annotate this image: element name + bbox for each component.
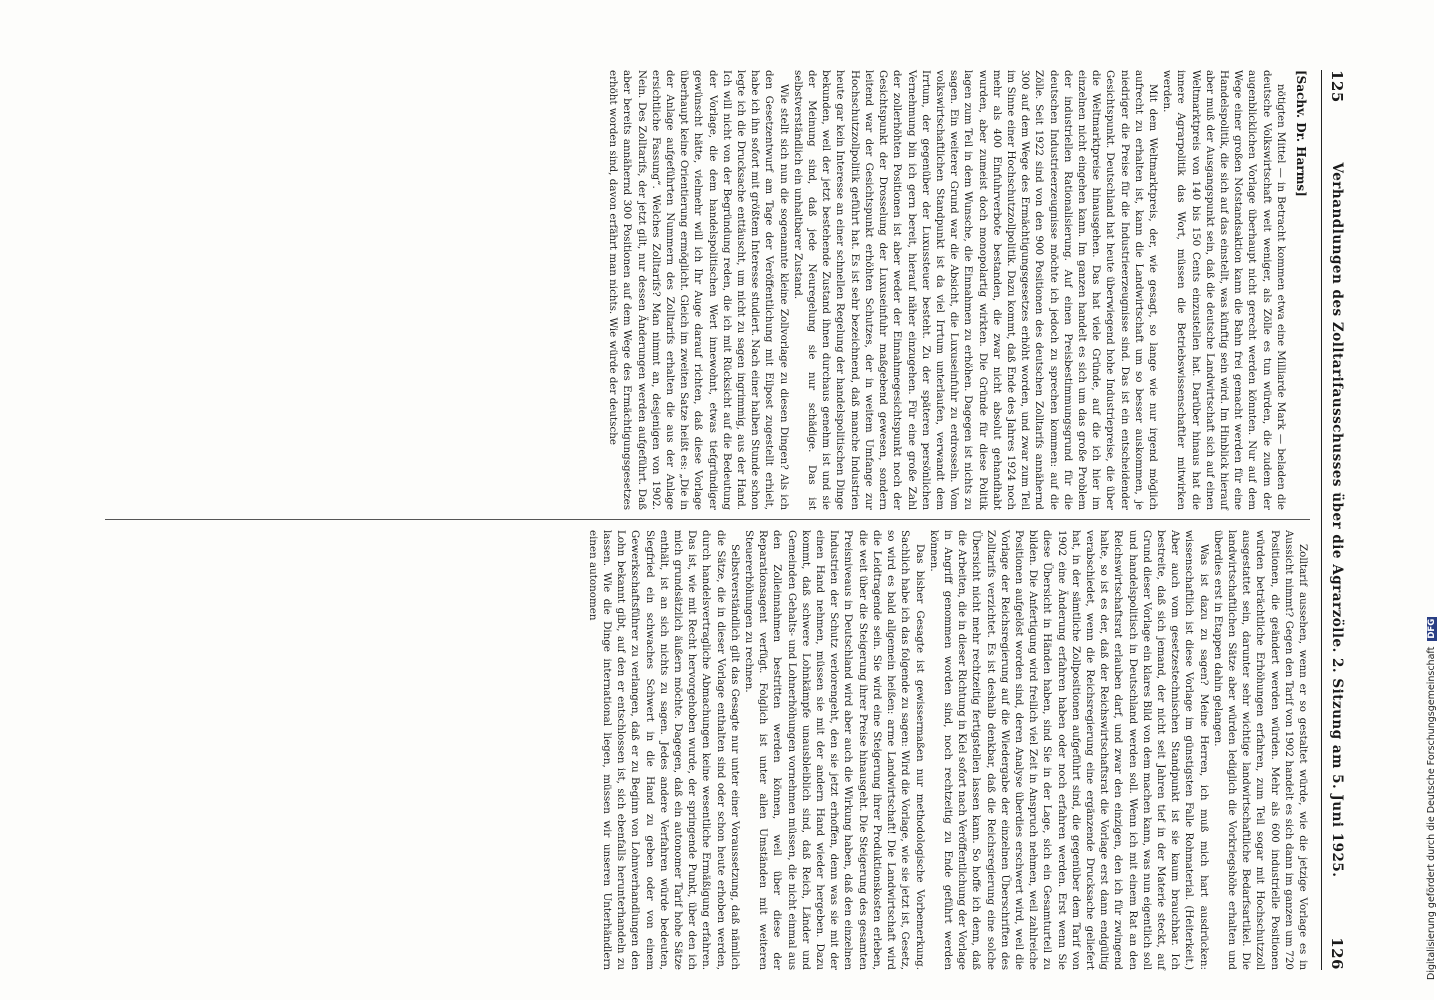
speaker-label: [Sachv. Dr. Harms] [1294, 70, 1308, 197]
paragraph: nötigten Mittel — in Betracht kommen etwa eine Milliarde Mark — beladen die deutsche Volkswirtschaft weit weniger, als Zölle es tun würden, die zudem der augenblicklichen Vorlage überhaupt nicht gerecht werden könnten. Nur auf dem Wege einer großen Notstandsaktion kann die Bahn frei gemacht werden für eine Handelspolitik, die sich auf das einstellt, was künftig sein wird. Im Hinblick hierauf aber muß der Ausgangspunkt sein, daß die deutsche Landwirtschaft sich auf einen Weltmarktpreis von 140 bis 150 Cents einzustellen hat. Darüber hinaus hat die innere Agrarpolitik das Wort, müssen die Betriebswissenschaftler mitwirken werden. [1161, 70, 1287, 510]
paragraph: Das bisher Gesagte ist gewissermaßen nur methodologische Vorbemerkung. Sachlich habe ich das folgende zu sagen: Wird die Vorlage, wie sie jetzt ist, Gesetz, so wird es bald allgemein heißen: arme Landwirtschaft! Die Landwirtschaft wird die Leidtragende sein. Sie wird eine Steigerung ihrer Produktionskosten erleben, die weit über die Steigerung ihrer Preise hinausgeht. Die Steigerung des gesamten Preisniveaus in Deutschland wird aber auch die Wirkung haben, daß den einzelnen Industrien der Schutz verlorengeht, den sie jetzt erhoffen, denn was sie mit der einen Hand nehmen, müssen sie mit der andern Hand wieder hergeben. Dazu kommt, daß schwere Lohnkämpfe unausbleiblich sind, daß Reich, Länder und Gemeinden Gehalts- und Lohnerhöhungen vornehmen müssen, die nicht einmal aus den Zolleinnahmen bestritten werden können, weil über diese der Reparationsagent verfügt. Folglich ist unter allen Umständen mit weiteren Steuererhöhungen zu rechnen. [743, 530, 926, 970]
header-rule [1321, 70, 1322, 970]
paragraph: Wie stellt sich nun die sogenannte kleine Zollvorlage zu diesen Dingen? Als ich den Gesetzentwurf am Tage der Veröffentlichung mit Eilpost zugestellt erhielt, habe ich ihn sofort mit größtem Interesse studiert. Nach einer halben Stunde schon legte ich die Drucksache enttäuscht, um nicht zu sagen ingrimmig, aus der Hand. Ich will nicht von der Begründung reden, die ich mit Rücksicht auf die Bedeutung der Vorlage, die dem handelspolitischen Wert innewohnt, etwas tiefgründiger gewünscht hätte, vielmehr will ich Ihr Auge darauf richten, daß diese Vorlage überhaupt keine Orientierung ermöglicht. Gleich im zweiten Satze heißt es: „Die in der Anlage aufgeführten Nummern des Zolltarifs erhalten die aus der Anlage ersichtliche Fassung“. Welches Zolltarifs? Man nimmt an, desjenigen von 1902. Nein. Des Zolltarifs, der jetzt gilt, nur dessen Änderungen werden aufgeführt. Daß aber bereits annähernd 300 Positionen auf dem Wege des Ermächtigungsgesetzes erhöht worden sind, davon erfährt man nichts. Wie würde der deutsche [607, 70, 790, 510]
paragraph: Selbstverständlich gilt das Gesagte nur unter einer Voraussetzung, daß nämlich die Sätze, die in dieser Vorlage enthalten sind oder schon heute erhoben werden, durch handelsvertragliche Abmachungen keine wesentliche Ermäßigung erfahren. Das ist, wie mit Recht hervorgehoben wurde, der springende Punkt, über den ich mich grundsätzlich äußern möchte. Dagegen, daß ein autonomer Tarif hohe Sätze enthält, ist an sich nichts zu sagen. Jedes andere Verfahren würde bedeuten, Siegfried ein schwaches Schwert in die Hand zu geben oder von einem Gewerkschaftsführer zu verlangen, daß er zu Beginn von Lohnverhandlungen den Lohn bekannt gibt, auf den er entschlossen ist, sich ebenfalls herunterhandeln zu lassen. Wie die Dinge international liegen, müssen wir unseren Unterhändlern einen autonomen [586, 530, 741, 970]
dfg-logo: DFG [1427, 618, 1437, 639]
rotated-page-content [95, 70, 1350, 970]
page-number-right: 126 [1328, 937, 1346, 970]
running-title: Verhandlungen des Zolltarifausschusses über die Agrarzölle. 2. Sitzung am 5. Juni 1925. [1329, 162, 1345, 878]
paragraph: Was ist dazu zu sagen? Meine Herren, ich muß mich hart ausdrücken: wissenschaftlich ist diese Vorlage im günstigsten Falle Rohmaterial. (Heiterkeit.) Aber auch vom gesetzestechnischen Standpunkt ist sie kaum brauchbar. Ich bestreite, daß sich jemand, der nicht seit Jahren tief in der Materie steckt, auf Grund dieser Vorlage ein klares Bild von dem machen kann, was nun eigentlich soll und handelspolitisch in Deutschland werden soll. Wenn ich mit einem Rat an den Reichswirtschaftsrat erlauben darf, und zwar den einzigen, den ich für zwingend halte, so ist es der, daß der Reichswirtschaftsrat die Vorlage erst dann endgültig verabschiedet, wenn die Reichsregierung eine ergänzende Drucksache geliefert hat, in der sämtliche Zollpositionen aufgeführt sind, die gegenüber dem Tarif von 1902 eine Änderung erfahren haben oder noch erfahren werden. Erst wenn Sie diese Übersicht in Händen haben, sind Sie in der Lage, sich ein Gesamturteil zu bilden. Die Anfertigung wird freilich viel Zeit in Anspruch nehmen, weil zahlreiche Positionen aufgelöst worden sind, deren Analyse überdies erschwert wird, weil die Vorlage der Reichsregierung auf die Wiedergabe der einzelnen Überschriften des Zolltarifs verzichtet. Es ist deshalb denkbar, daß die Reichsregierung eine solche Übersicht nicht mehr rechtzeitig fertigstellen lassen kann. So hoffe ich denn, daß die Arbeiten, die in dieser Richtung in Kiel sofort nach Veröffentlichung der Vorlage in Angriff genommen worden sind, noch rechtzeitig zu Ende geführt werden können. [927, 530, 1210, 970]
left-column [105, 70, 1310, 510]
digitization-footer [1412, 10, 1437, 990]
page-number-left: 125 [1328, 70, 1346, 103]
right-column [105, 530, 1310, 970]
paragraph: Mit dem Weltmarktpreis, der, wie gesagt, so lange wie nur irgend möglich aufrecht zu erhalten ist, kann die Landwirtschaft um so besser auskommen, je niedriger die Preise für die Industrieerzeugnisse sind. Das ist ein entscheidender Gesichtspunkt. Deutschland hat heute überwiegend hohe Industriepreise, die über die Weltmarktpreise hinausgehen. Das hat viele Gründe, auf die ich hier im einzelnen nicht eingehen kann. Im ganzen handelt es sich um das große Problem der industriellen Rationalisierung. Auf einen Preisbestimmungsgrund für die deutschen Industrieerzeugnisse möchte ich jedoch zu sprechen kommen: auf die Zölle. Seit 1922 sind von den 900 Positionen des deutschen Zolltarifs annähernd 300 auf dem Wege des Ermächtigungsgesetzes erhöht worden, und zwar zum Teil im Sinne einer Hochschutzzollpolitik. Dazu kommt, daß Ende des Jahres 1924 noch mehr als 400 Einfuhrverbote bestanden, die zwar nicht absolut gehandhabt wurden, aber zumeist doch monopolartig wirkten. Die Gründe für diese Politik lagen zum Teil in dem Wunsche, die Einnahmen zu erhöhen. Dagegen ist nichts zu sagen. Ein weiterer Grund war die Absicht, die Luxuseinfuhr zu erdrosseln. Vom volkswirtschaftlichen Standpunkt ist da viel Irrtum unterlaufen, verwandt dem Irrtum, der gegenüber der Luxussteuer besteht. Zu der späteren persönlichen Vernehmung bin ich gern bereit, hierauf näher einzugehen. Für eine große Zahl der zollerhöhten Positionen ist aber weder der Einnahmegesichtspunkt noch der Gesichtspunkt der Drosselung der Luxuseinfuhr maßgebend gewesen, sondern leitend war der Gesichtspunkt erhöhten Schutzes, der in weitem Umfange zur Hochschutzzollpolitik geführt hat. Es ist sehr bezeichnend, daß manche Industrien heute gar kein Interesse an einer schnellen Regelung der handelspolitischen Dinge bekunden, weil der jetzt bestehende Zustand ihnen durchaus genehm ist und sie der Meinung sind, daß jede Neuregelung sie nur schädige. Das ist selbstverständlich ein unhaltbarer Zustand. [791, 70, 1159, 510]
paragraph: Zolltarif aussehen, wenn er so gestaltet würde, wie die jetzige Vorlage es in Aussicht nimmt? Gegen den Tarif von 1902 handelt es sich dann im ganzen um 720 Positionen, die geändert werden würden. Mehr als 600 industrielle Positionen würden beträchtliche Erhöhungen erfahren, zum Teil sogar mit Hochschutzzoll ausgestattet sein, darunter sehr wichtige landwirtschaftliche Bedarfsartikel. Die landwirtschaftlichen Sätze aber würden lediglich die Vorkriegshöhe erhalten und überdies erst in Etappen dahin gelangen. [1211, 530, 1309, 970]
footer-text: Digitalisierung gefördert durch die Deutsche Forschungsgemeinschaft [1426, 646, 1437, 980]
text-columns [105, 70, 1310, 970]
running-header [1320, 70, 1350, 970]
